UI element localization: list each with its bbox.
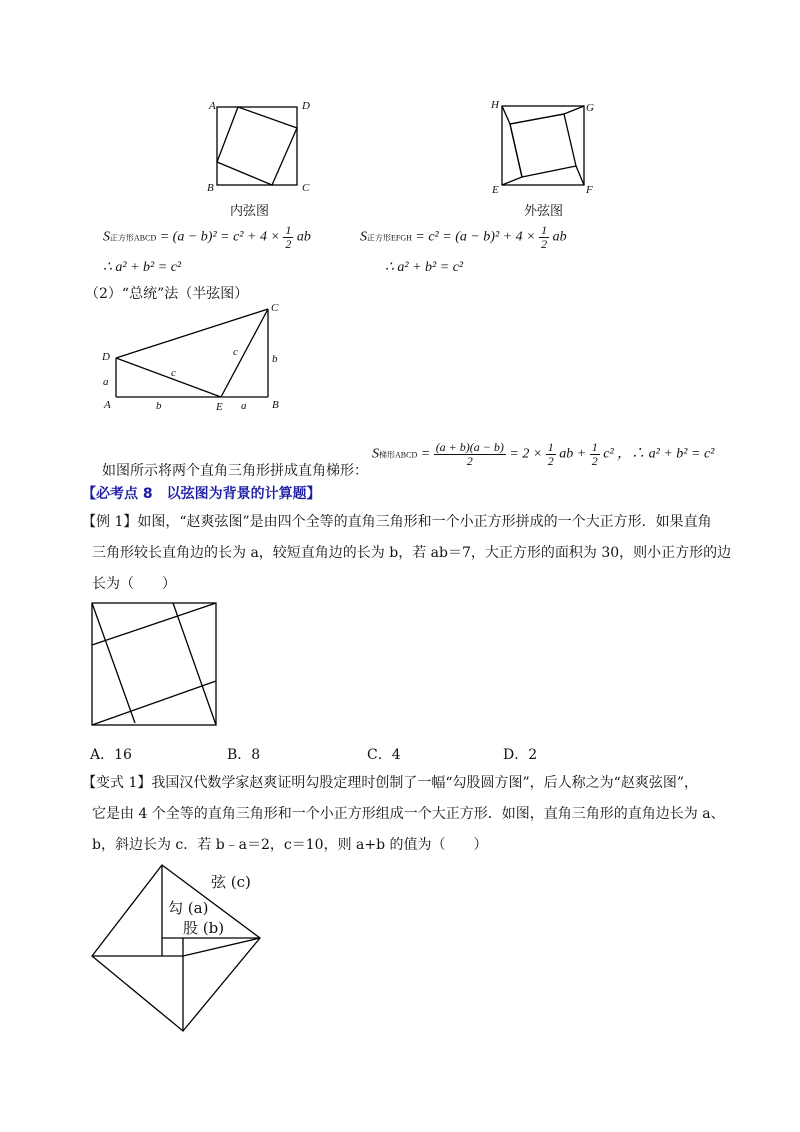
trap-frac2-num: 1 (591, 440, 598, 454)
outer-label-g: G (586, 102, 594, 114)
variant1-line1: 【变式 1】我国汉代数学家赵爽证明勾股定理时创制了一幅“勾股圆方图”，后人称之为“赵爽弦图”， (82, 775, 698, 791)
trap-frac-main (434, 441, 506, 468)
label-gou: 勾 (a) (168, 899, 209, 917)
inner-area-formula (103, 224, 311, 251)
trap-label-c-hyp1: c (233, 346, 238, 358)
trapezoid-figure (100, 300, 290, 405)
trap-s-sub: 梯形ABCD (379, 450, 418, 460)
inner-s: S (103, 229, 110, 245)
trap-label-a: A (104, 399, 111, 411)
trap-frac-2 (590, 441, 600, 468)
trap-label-d: D (102, 351, 110, 363)
trap-ab: ab + (559, 446, 587, 462)
inner-conclusion: ∴ a² + b² = c² (103, 260, 182, 275)
trap-frac1-den: 2 (547, 454, 554, 468)
outer-frac (539, 224, 549, 251)
trap-c2: c² (603, 446, 614, 462)
outer-label-e: E (492, 184, 499, 196)
trap-label-e: E (216, 401, 223, 413)
inner-label-b: B (207, 182, 214, 194)
outer-conclusion: ∴ a² + b² = c² (385, 260, 464, 275)
inner-label-c: C (302, 182, 310, 194)
trap-frac2-den: 2 (591, 454, 598, 468)
option-d[interactable]: D．2 (503, 747, 538, 763)
option-c[interactable]: C．4 (367, 747, 401, 763)
outer-tail: ab (552, 229, 567, 245)
section-heading: 【必考点 8 以弦图为背景的计算题】 (82, 486, 321, 502)
outer-s-sub: 正方形EFGH (367, 233, 412, 243)
trap-frac-main-num: (a + b)(a − b) (435, 440, 504, 454)
trap-label-side-b: b (272, 353, 278, 365)
segment-de (116, 358, 221, 397)
trap-label-bottom-a: a (241, 400, 247, 412)
trap-s: S (372, 446, 379, 462)
trap-conclusion: ，∴ a² + b² = c² (617, 446, 715, 462)
inner-label-d: D (302, 100, 310, 112)
outer-label-f: F (586, 184, 593, 196)
inner-label-a: A (209, 100, 216, 112)
label-gu: 股 (b) (183, 919, 225, 937)
trap-frac-main-den: 2 (466, 454, 473, 468)
outer-s: S (360, 229, 367, 245)
inner-frac (283, 224, 293, 251)
label-xian: 弦 (c) (211, 873, 251, 891)
inner-tilted-square (217, 107, 297, 185)
inner-s-sub: 正方形ABCD (110, 233, 157, 243)
outer-frac-den: 2 (541, 237, 548, 251)
outer-label-h: H (491, 99, 499, 111)
trap-frac1-num: 1 (547, 440, 554, 454)
variant1-line3: b，斜边长为 c．若 b﹣a＝2，c＝10，则 a+b 的值为（ ） (92, 837, 488, 853)
inner-eq: = (a − b)² = c² + 4 × (159, 229, 280, 245)
example1-zhao-shuang-figure (88, 600, 222, 728)
trap-label-side-a: a (103, 376, 109, 388)
example1-line3: 长为（ ） (92, 576, 176, 592)
inner-outer-square (217, 107, 297, 185)
example1-line2: 三角形较长直角边的长为 a，较短直角边的长为 b，若 ab＝7，大正方形的面积为 30，则小正方形的边 (92, 545, 732, 561)
trap-label-b: B (272, 399, 279, 411)
trap-label-c-hyp2: c (171, 367, 176, 379)
variant1-line2: 它是由 4 个全等的直角三角形和一个小正方形组成一个大正方形．如图，直角三角形的直角边长为 a、 (92, 806, 725, 822)
option-a[interactable]: A．16 (90, 747, 132, 763)
option-b[interactable]: B．8 (227, 747, 261, 763)
ex1-big-square (92, 603, 216, 725)
example1-line1: 【例 1】如图，“赵爽弦图”是由四个全等的直角三角形和一个小正方形拼成的一个大正方形．如果直角 (82, 514, 712, 530)
outer-area-formula (360, 224, 567, 251)
method2-title: （2）“总统”法（半弦图） (85, 286, 249, 302)
outer-eq: = c² = (a − b)² + 4 × (415, 229, 536, 245)
inner-caption: 内弦图 (230, 204, 270, 219)
inner-frac-num: 1 (285, 223, 292, 237)
outer-caption: 外弦图 (524, 204, 564, 219)
trap-label-c: C (271, 302, 279, 314)
trapezoid-area-formula: S梯形ABCD = $\frac{(a + b)(a - b)}{2}$ = 2 × $\frac{1}{2}$ ab + $\frac{1}{2}$ c² ，∴ a² + b² = c² (372, 440, 715, 468)
trap-label-bottom-b: b (156, 400, 162, 412)
inner-tail: ab (296, 229, 311, 245)
trap-mid: = 2 × (509, 446, 543, 462)
trap-frac-1 (546, 441, 556, 468)
inner-frac-den: 2 (285, 237, 292, 251)
outer-frac-num: 1 (541, 223, 548, 237)
trapezoid-intro: 如图所示将两个直角三角形拼成直角梯形： (102, 463, 368, 479)
